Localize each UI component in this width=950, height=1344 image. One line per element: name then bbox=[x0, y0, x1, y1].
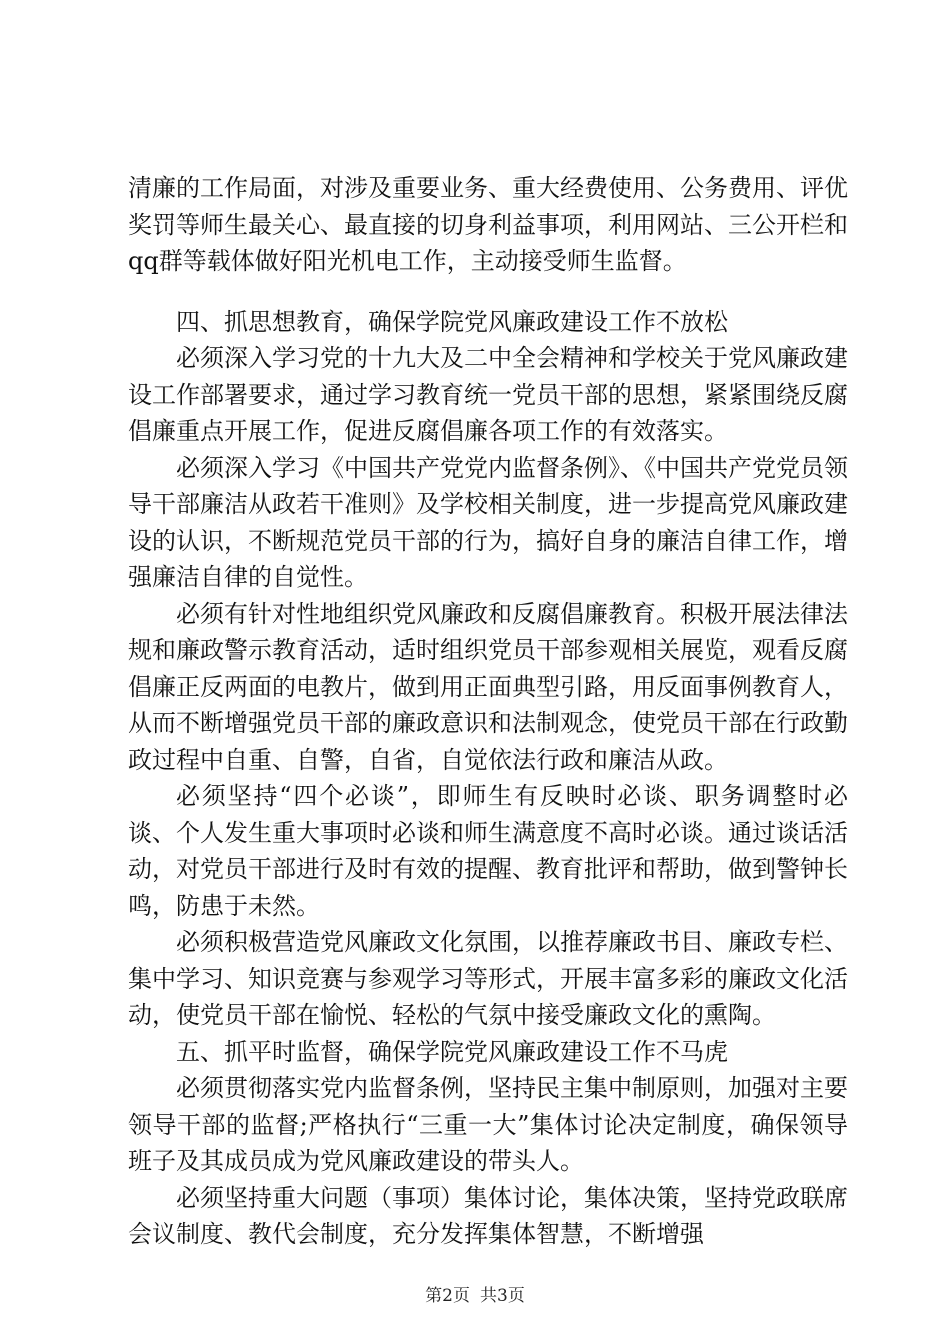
paragraph-continuation: 清廉的工作局面，对涉及重要业务、重大经费使用、公务费用、评优奖罚等师生最关心、最直接的切身利益事项，利用网站、三公开栏和qq群等载体做好阳光机电工作，主动接受师生监督。 bbox=[128, 174, 848, 275]
paragraph: 必须积极营造党风廉政文化氛围，以推荐廉政书目、廉政专栏、集中学习、知识竞赛与参观学习等形式，开展丰富多彩的廉政文化活动，使党员干部在愉悦、轻松的气氛中接受廉政文化的熏陶。 bbox=[128, 928, 848, 1029]
paragraph: 必须深入学习党的十九大及二中全会精神和学校关于党风廉政建设工作部署要求，通过学习教育统一党员干部的思想，紧紧围绕反腐倡廉重点开展工作，促进反腐倡廉各项工作的有效落实。 bbox=[128, 344, 848, 445]
page-number: 第2页 bbox=[425, 1286, 470, 1306]
page-total: 共3页 bbox=[480, 1286, 525, 1306]
page-footer bbox=[0, 1281, 950, 1306]
paragraph: 必须深入学习《中国共产党党内监督条例》、《中国共产党党员领导干部廉洁从政若干准则》及学校相关制度，进一步提高党风廉政建设的认识，不断规范党员干部的行为，搞好自身的廉洁自律工作，增强廉洁自律的自觉性。 bbox=[128, 453, 848, 591]
paragraph: 必须有针对性地组织党风廉政和反腐倡廉教育。积极开展法律法规和廉政警示教育活动，适时组织党员干部参观相关展览，观看反腐倡廉正反两面的电教片，做到用正面典型引路，用反面事例教育人，从而不断增强党员干部的廉政意识和法制观念，使党员干部在行政勤政过程中自重、自警，自省，自觉依法行政和廉洁从政。 bbox=[128, 599, 848, 774]
document-body bbox=[128, 170, 848, 1253]
section-heading-four: 四、抓思想教育，确保学院党风廉政建设工作不放松 bbox=[176, 307, 728, 336]
paragraph: 必须坚持重大问题（事项）集体讨论，集体决策，坚持党政联席会议制度、教代会制度，充分发挥集体智慧，不断增强 bbox=[128, 1183, 848, 1248]
section-heading-five: 五、抓平时监督，确保学院党风廉政建设工作不马虎 bbox=[176, 1037, 728, 1066]
paragraph: 必须贯彻落实党内监督条例，坚持民主集中制原则，加强对主要领导干部的监督;严格执行“三重一大”集体讨论决定制度，确保领导班子及其成员成为党风廉政建设的带头人。 bbox=[128, 1074, 848, 1175]
paragraph: 必须坚持“四个必谈”，即师生有反映时必谈、职务调整时必谈、个人发生重大事项时必谈和师生满意度不高时必谈。通过谈话活动，对党员干部进行及时有效的提醒、教育批评和帮助，做到警钟长鸣，防患于未然。 bbox=[128, 782, 848, 920]
